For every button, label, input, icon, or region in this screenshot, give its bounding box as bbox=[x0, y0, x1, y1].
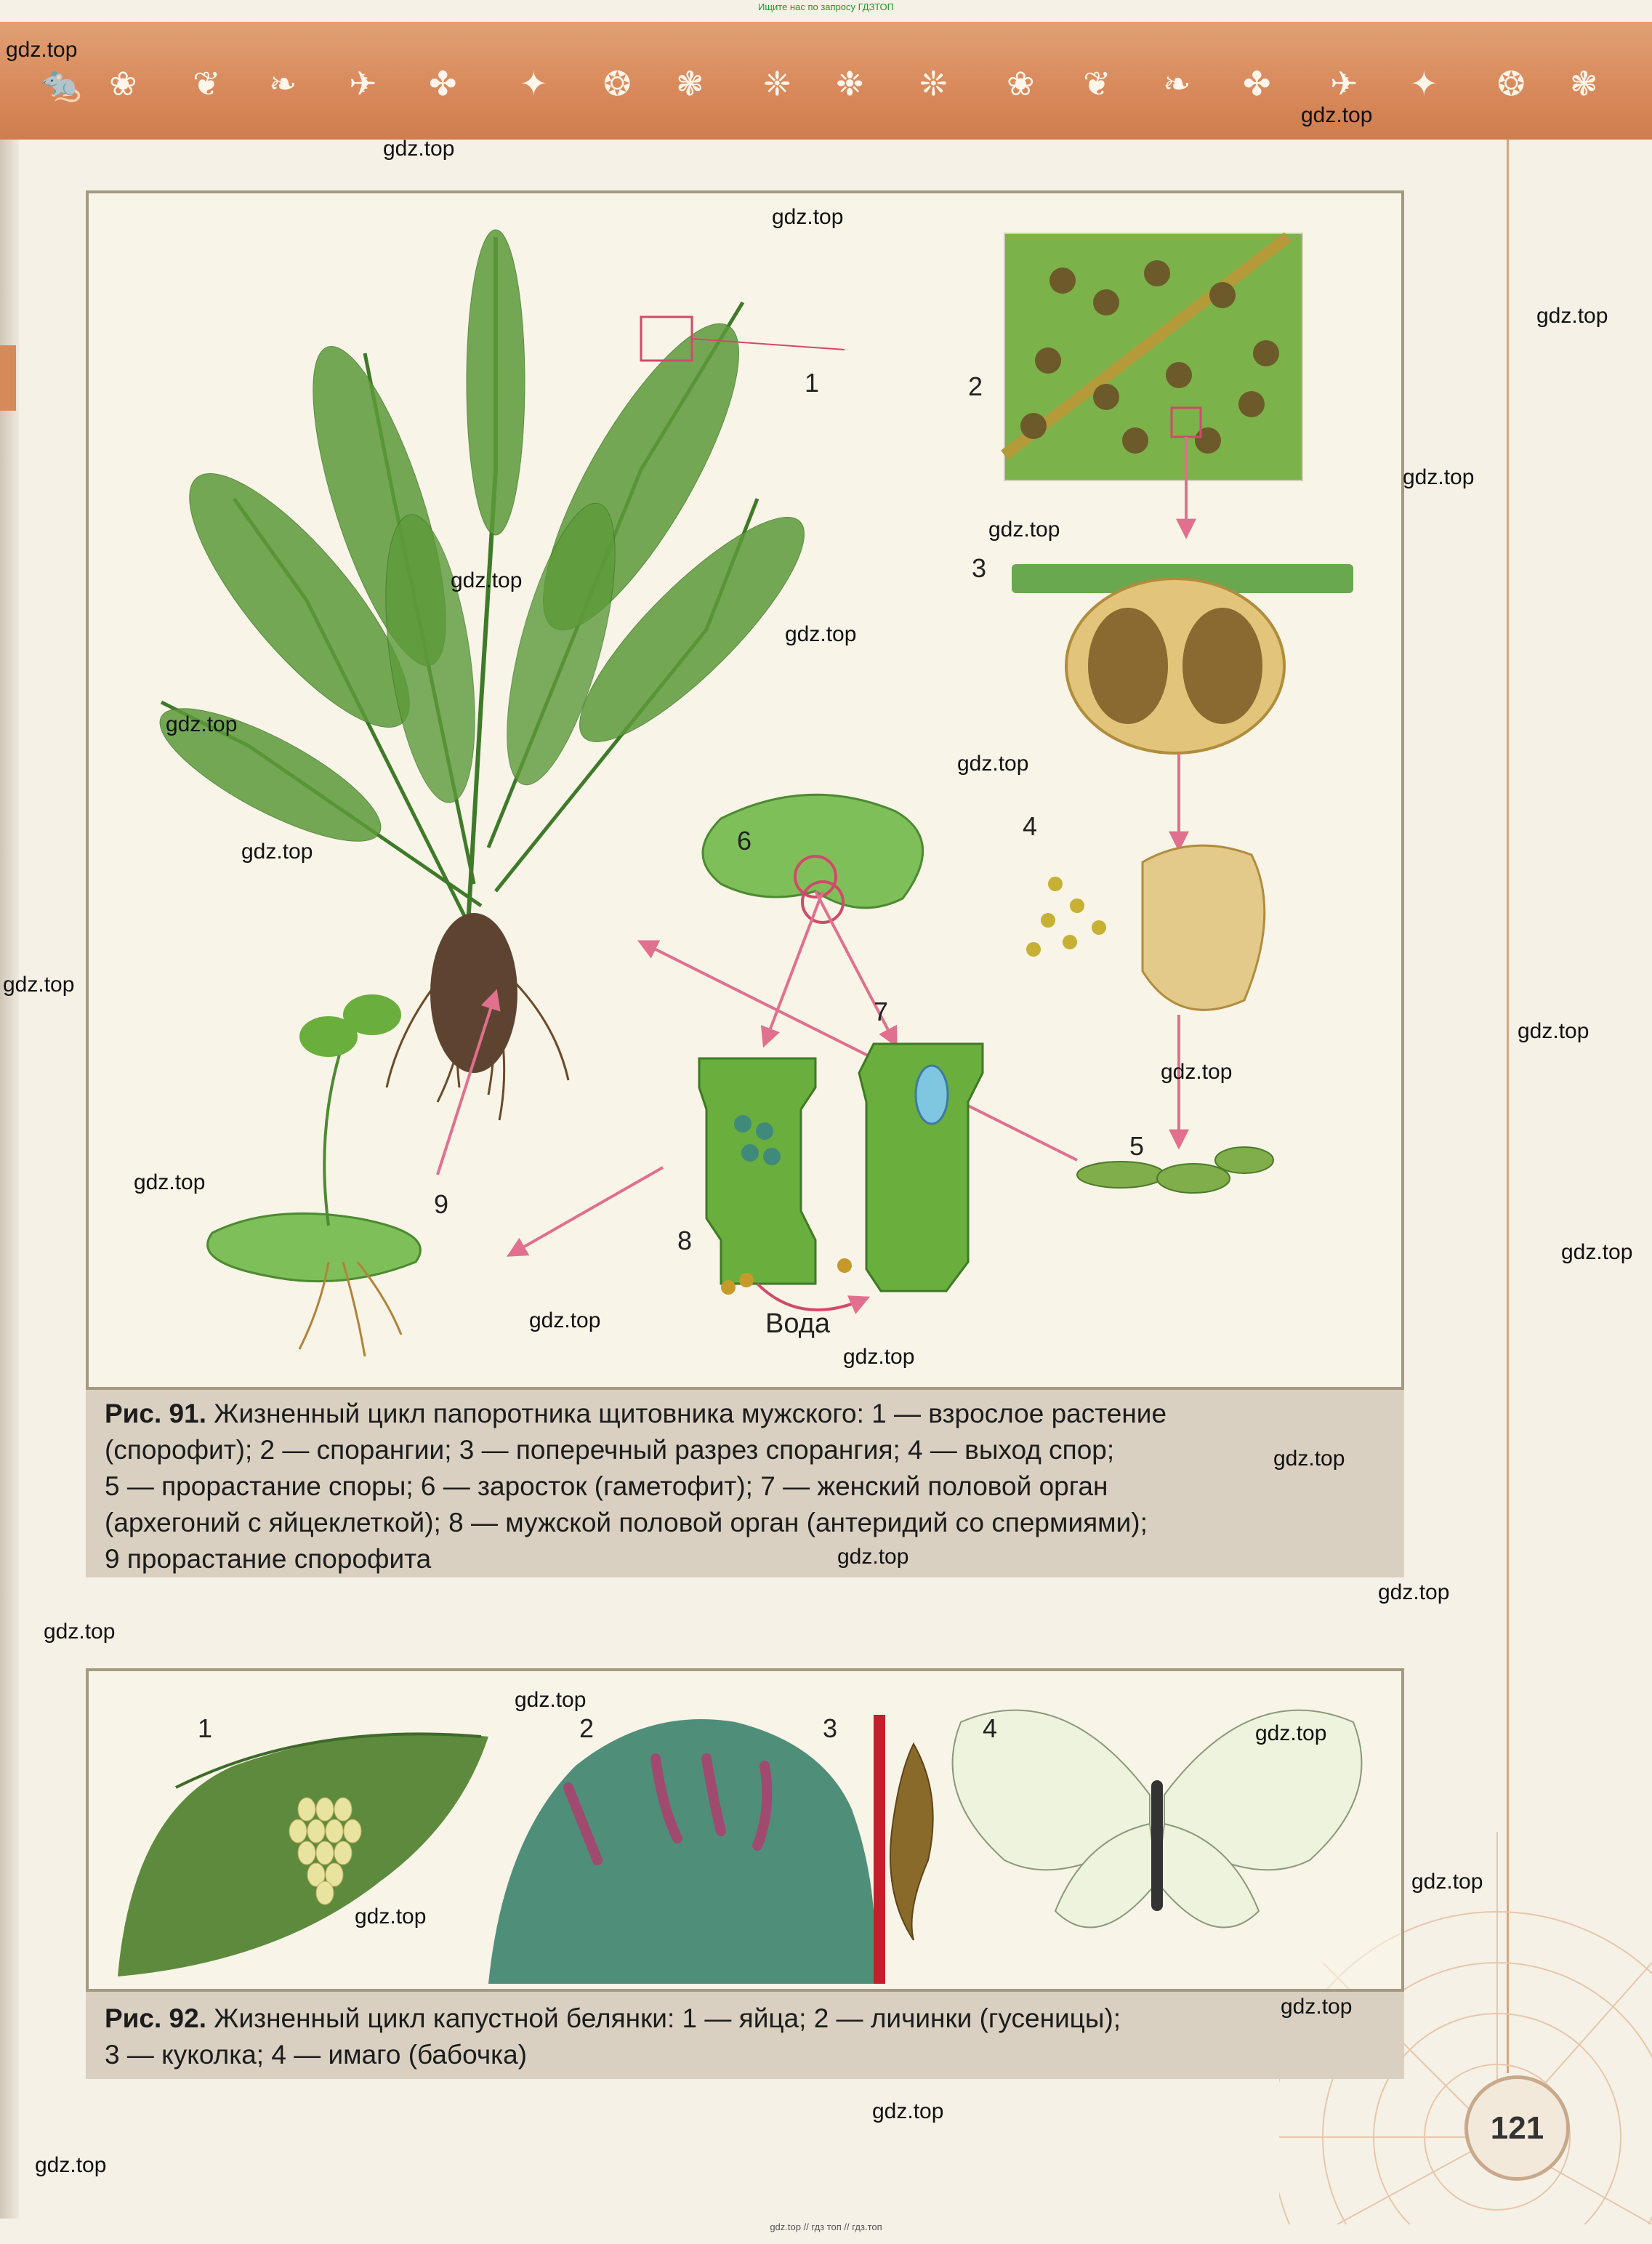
watermark: gdz.top bbox=[988, 518, 1060, 542]
figure-91-caption bbox=[86, 1390, 1404, 1577]
label-7: 7 bbox=[874, 997, 889, 1026]
watermark: gdz.top bbox=[355, 1905, 427, 1929]
label-1: 1 bbox=[198, 1713, 213, 1743]
label-3: 3 bbox=[972, 553, 987, 583]
label-6: 6 bbox=[737, 826, 752, 856]
bird-icon: ✈ bbox=[1330, 64, 1358, 103]
caption-line: 5 — прорастание споры; 6 — заросток (гаметофит); 7 — женский половой орган bbox=[105, 1471, 1108, 1501]
label-2: 2 bbox=[968, 371, 983, 401]
label-1: 1 bbox=[805, 368, 820, 398]
label-4: 4 bbox=[1023, 811, 1038, 841]
watermark: gdz.top bbox=[1273, 1447, 1345, 1471]
watermark: gdz.top bbox=[166, 712, 238, 736]
scorpion-icon: ❧ bbox=[1163, 64, 1191, 103]
margin-rule bbox=[1507, 140, 1509, 2073]
animal-icon: 🐀 bbox=[40, 64, 82, 103]
label-9: 9 bbox=[434, 1189, 449, 1219]
watermark: gdz.top bbox=[1255, 1721, 1327, 1745]
bird-icon: ✈ bbox=[349, 64, 377, 103]
antheridium bbox=[699, 1058, 815, 1284]
germinating-spore bbox=[1077, 1147, 1273, 1193]
animal-icon: ❉ bbox=[836, 64, 864, 103]
watermark: gdz.top bbox=[1301, 103, 1373, 127]
bottom-note: gdz.top // гдз топ // гдз.топ bbox=[770, 2221, 882, 2232]
figure-92-caption bbox=[86, 1992, 1404, 2079]
watermark: gdz.top bbox=[3, 973, 75, 997]
watermark: gdz.top bbox=[134, 1170, 206, 1194]
watermark: gdz.top bbox=[772, 205, 844, 229]
figure-91 bbox=[86, 190, 1404, 1390]
caption-line: 9 прорастание спорофита bbox=[105, 1544, 432, 1574]
header-band bbox=[0, 22, 1652, 140]
watermark: gdz.top bbox=[44, 1620, 116, 1644]
watermark: gdz.top bbox=[1161, 1060, 1233, 1084]
cabbage-leaf bbox=[488, 1719, 875, 1984]
animal-icon: ❊ bbox=[919, 64, 948, 103]
watermark: gdz.top bbox=[872, 2099, 944, 2123]
watermark: gdz.top bbox=[843, 1345, 915, 1369]
fish-icon: ✤ bbox=[429, 64, 457, 103]
page-number: 121 bbox=[1464, 2075, 1570, 2181]
butterfly-lifecycle-illustration bbox=[89, 1671, 1401, 1989]
insect-icon: ❀ bbox=[1007, 64, 1035, 103]
caption-line: 3 — куколка; 4 — имаго (бабочка) bbox=[105, 2040, 528, 2070]
watermark: gdz.top bbox=[35, 2153, 107, 2177]
prothallus-gametophite bbox=[703, 795, 923, 908]
watermark: gdz.top bbox=[383, 137, 455, 161]
watermark: gdz.top bbox=[1403, 465, 1475, 489]
pupa bbox=[890, 1744, 933, 1940]
stem bbox=[874, 1715, 885, 1984]
opened-sporangium bbox=[1143, 845, 1265, 1010]
caption-title: Рис. 91. bbox=[105, 1399, 206, 1428]
water-label: Вода bbox=[765, 1308, 830, 1339]
watermark: gdz.top bbox=[1518, 1019, 1589, 1043]
watermark: gdz.top bbox=[1536, 304, 1608, 328]
young-sporophyte bbox=[208, 1213, 421, 1281]
caption-line: (архегоний с яйцеклеткой); 8 — мужской половой орган (антеридий со спермиями); bbox=[105, 1508, 1148, 1537]
label-8: 8 bbox=[677, 1226, 693, 1255]
label-3: 3 bbox=[823, 1713, 838, 1743]
caption-title: Рис. 92. bbox=[105, 2003, 206, 2033]
caption-line: (спорофит); 2 — спорангии; 3 — поперечный разрез спорангия; 4 — выход спор; bbox=[105, 1435, 1115, 1465]
butterfly-icon: ❀ bbox=[109, 64, 137, 103]
watermark: gdz.top bbox=[529, 1308, 601, 1332]
animal-icon: ❧ bbox=[269, 64, 297, 103]
fern-rhizome bbox=[430, 913, 517, 1073]
label-4: 4 bbox=[983, 1713, 998, 1743]
animal-icon: ❈ bbox=[763, 64, 791, 103]
caption-line: Жизненный цикл папоротника щитовника мужского: 1 — взрослое растение bbox=[214, 1399, 1167, 1428]
figure-92 bbox=[86, 1668, 1404, 1992]
animal-icon: ❦ bbox=[1083, 64, 1111, 103]
fern-lifecycle-illustration bbox=[89, 193, 1401, 1387]
animal-icon: ✦ bbox=[1410, 64, 1438, 103]
watermark: gdz.top bbox=[1378, 1580, 1450, 1604]
animal-icon: ✦ bbox=[520, 64, 548, 103]
label-2: 2 bbox=[579, 1713, 595, 1743]
watermark: gdz.top bbox=[515, 1688, 587, 1712]
watermark: gdz.top bbox=[785, 622, 857, 646]
top-note: Ищите нас по запросу ГДЗТОП bbox=[757, 1, 894, 12]
watermark: gdz.top bbox=[957, 752, 1029, 776]
animal-icon: ❃ bbox=[1570, 64, 1598, 103]
bird-icon: ❂ bbox=[603, 64, 632, 103]
watermark: gdz.top bbox=[6, 38, 78, 62]
butterfly-body bbox=[1151, 1780, 1163, 1911]
watermark: gdz.top bbox=[241, 840, 313, 864]
label-5: 5 bbox=[1129, 1131, 1145, 1161]
binding-shadow bbox=[0, 140, 19, 2219]
watermark: gdz.top bbox=[1411, 1870, 1483, 1894]
insect-icon: ❃ bbox=[676, 64, 704, 103]
watermark: gdz.top bbox=[837, 1545, 909, 1569]
caption-line: Жизненный цикл капустной белянки: 1 — яйца; 2 — личинки (гусеницы); bbox=[214, 2003, 1121, 2033]
scorpion-icon: ❦ bbox=[193, 64, 221, 103]
watermark: gdz.top bbox=[451, 568, 523, 592]
watermark: gdz.top bbox=[1561, 1240, 1633, 1264]
animal-icon: ✤ bbox=[1243, 64, 1271, 103]
animal-icon: ❂ bbox=[1497, 64, 1526, 103]
page-tab bbox=[0, 345, 16, 411]
watermark: gdz.top bbox=[1281, 1995, 1353, 2019]
